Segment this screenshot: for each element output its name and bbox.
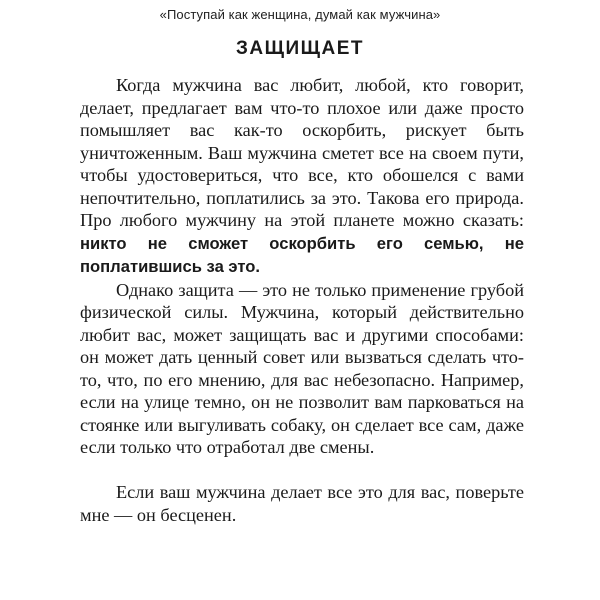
chapter-title: ЗАЩИЩАЕТ — [235, 38, 364, 59]
paragraph-1-emphasis: никто не сможет оскорбить его семью, не поплатившись за это. — [80, 233, 524, 276]
paragraph-2: Однако защита — это не только применение грубой физической силы. Мужчина, который действительно любит вас, может защищать вас и другими способами: он может дать ценный совет или вызваться сделать что-то, что, по его мнению, для вас небезопасно. Например, если на улице темно, он не позволит вам парковаться на стоянке или выгуливать собаку, он сделает все сам, даже если только что отработал две смены. — [80, 279, 524, 457]
paragraph-1-text: Когда мужчина вас любит, любой, кто говорит, делает, предлагает вам что-то плохое или даже просто помышляет вас как-то оскорбить, рискует быть уничтоженным. Ваш мужчина сметет все на своем пути, чтобы удостовериться, что все, кто обошелся с вами непочтительно, поплатились за это. Такова его природа. Про любого мужчину на этой планете можно сказать: — [80, 75, 524, 230]
body-text — [80, 74, 524, 526]
paragraph-1 — [80, 74, 524, 279]
paragraph-3: Если ваш мужчина делает все это для вас, поверьте мне — он бесценен. — [80, 482, 524, 525]
running-header: «Поступай как женщина, думай как мужчина» — [159, 7, 441, 22]
